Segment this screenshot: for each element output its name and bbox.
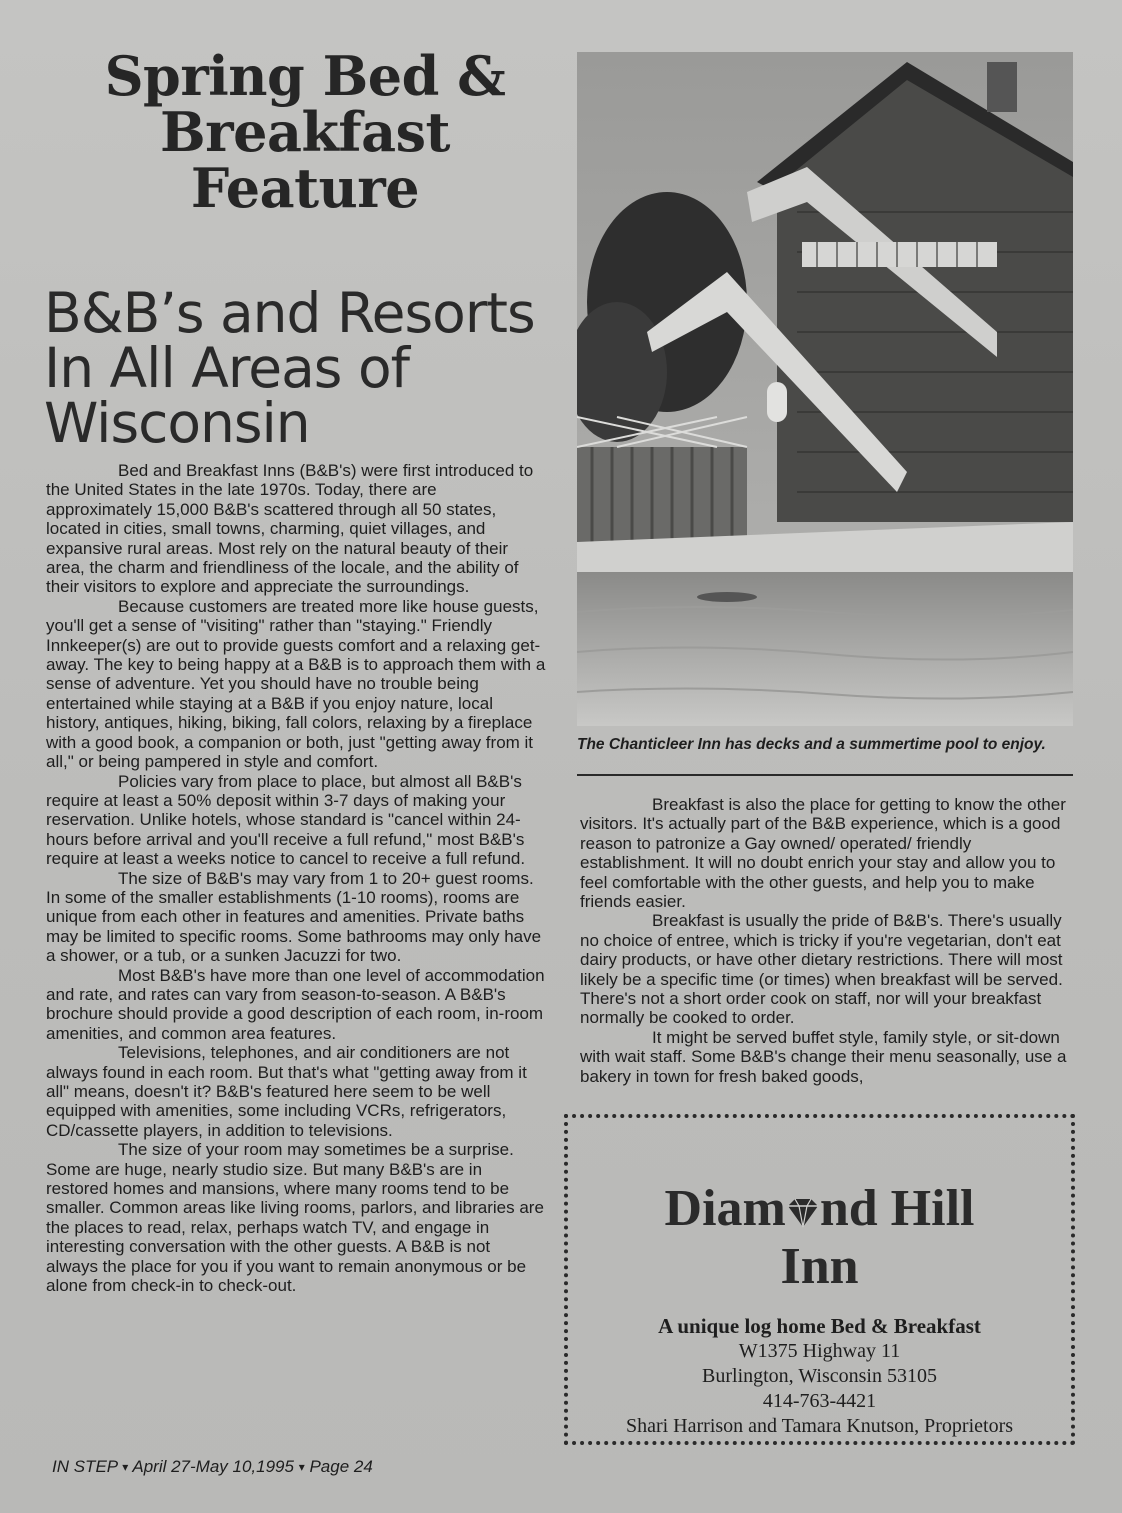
headline-line: In All Areas of bbox=[44, 336, 409, 400]
triangle-down-icon: ▾ bbox=[298, 1460, 305, 1474]
headline-line: B&B’s and Resorts bbox=[44, 281, 535, 345]
diamond-hill-inn-ad bbox=[564, 1114, 1075, 1445]
article-paragraph: Because customers are treated more like house guests, you'll get a sense of "visiting" rather than "staying." Friendly Innkeeper(s) are out to provide guests comfort and a relaxing get-away. The key to being happy at a B&B is to approach them with a sense of adventure. Yet you should have no trouble being entertained while staying at a B&B if you enjoy nature, local history, antiques, hiking, biking, fall colors, relaxing by a fireplace with a good book, a companion or both, just "getting away from it all," or being pampered in style and comfort. bbox=[46, 596, 546, 772]
page-footer bbox=[52, 1457, 373, 1477]
article-paragraph: Bed and Breakfast Inns (B&B's) were first introduced to the United States in the late 1970s. Today, there are approximately 15,000 B&B's scattered through all 50 states, located in cities, small towns, charming, quiet villages, and expansive rural areas. Most rely on the natural beauty of their area, the charm and friendliness of the locale, and the ability of their visitors to explore and appreciate the surroundings. bbox=[46, 461, 534, 597]
feature-title-line: Feature bbox=[190, 156, 420, 220]
article-right-column bbox=[580, 795, 1075, 1086]
article-paragraph: Most B&B's have more than one level of accommodation and rate, and rates can vary from season-to-season. A B&B's brochure should provide a good description of each room, in-room amenities, and common area features. bbox=[46, 965, 545, 1043]
article-paragraph: Televisions, telephones, and air conditioners are not always found in each room. But that's what "getting away from it all" means, doesn't it? B&B's featured here seem to be well equipped with amenities, some including VCRs, refrigerators, CD/cassette players, in addition to televisions. bbox=[46, 1043, 527, 1140]
ad-name-line1 bbox=[568, 1180, 1071, 1238]
headline-line: Wisconsin bbox=[44, 391, 310, 455]
ad-name-line2: Inn bbox=[780, 1238, 859, 1295]
ad-tagline: A unique log home Bed & Breakfast bbox=[658, 1314, 981, 1338]
ad-name-part: Diam bbox=[664, 1180, 786, 1237]
footer-publication: IN STEP bbox=[52, 1457, 118, 1476]
triangle-down-icon: ▾ bbox=[122, 1460, 129, 1474]
ad-phone: 414-763-4421 bbox=[762, 1390, 877, 1412]
ad-business-name bbox=[568, 1180, 1071, 1296]
article-paragraph: Breakfast is also the place for getting to know the other visitors. It's actually part of the B&B experience, which is a good reason to patronize a Gay owned/ operated/ friendly establishment. It will no doubt enrich your stay and allow you to feel comfortable with the other guests, and help you to make friends easier. bbox=[580, 795, 1066, 912]
ad-name-part: nd Hill bbox=[819, 1180, 975, 1237]
footer-page-number: Page 24 bbox=[309, 1457, 373, 1476]
caption-divider bbox=[577, 774, 1073, 776]
article-left-column bbox=[46, 461, 546, 1295]
article-paragraph: Breakfast is usually the pride of B&B's. There's usually no choice of entree, which is tricky if you're vegetarian, don't eat dairy products, or have other dietary restrictions. There will most likely be a specific time (or times) when breakfast will be served. There's not a short order cook on staff, nor will your breakfast normally be cooked to order. bbox=[580, 911, 1063, 1028]
article-paragraph: Policies vary from place to place, but almost all B&B's require at least a 50% deposit within 3-7 days of making your reservation. Unlike hotels, whose standard is "cancel within 24-hours before arrival and you'll receive a full refund," most B&B's require at least a weeks notice to cancel to receive a full refund. bbox=[46, 771, 526, 869]
feature-title-line: Breakfast bbox=[160, 100, 450, 164]
ad-address-line1: W1375 Highway 11 bbox=[738, 1340, 901, 1362]
feature-title bbox=[50, 44, 560, 220]
feature-header bbox=[50, 44, 560, 220]
footer-dates: April 27-May 10,1995 bbox=[132, 1457, 294, 1476]
article-paragraph: It might be served buffet style, family style, or sit-down with wait staff. Some B&B's change their menu seasonally, use a bakery in town for fresh baked goods, bbox=[580, 1027, 1067, 1086]
diamond-icon bbox=[786, 1198, 820, 1228]
ad-address-line2: Burlington, Wisconsin 53105 bbox=[702, 1365, 937, 1387]
feature-title-line: Spring Bed & bbox=[104, 44, 506, 108]
article-paragraph: The size of your room may sometimes be a surprise. Some are huge, nearly studio size. But many B&B's are in restored homes and mansions, where many rooms tend to be smaller. Common areas like living rooms, parlors, and libraries are the places to read, relax, perhaps watch TV, and engage in interesting conversation with the other guests. A B&B is not always the place for you if you want to remain anonymous or be alone from check-in to check-out. bbox=[46, 1140, 544, 1296]
article-paragraph: The size of B&B's may vary from 1 to 20+ guest rooms. In some of the smaller establishments (1-10 rooms), rooms are unique from each other in features and amenities. Private baths may be limited to specific rooms. Some bathrooms may only have a shower, or a tub, or a sunken Jacuzzi for two. bbox=[46, 868, 542, 966]
inn-photo-illustration bbox=[577, 52, 1073, 726]
inn-photo bbox=[577, 52, 1073, 726]
article-headline bbox=[44, 281, 564, 455]
photo-caption: The Chanticleer Inn has decks and a summertime pool to enjoy. bbox=[577, 736, 1046, 753]
ad-proprietors: Shari Harrison and Tamara Knutson, Proprietors bbox=[625, 1415, 1014, 1437]
